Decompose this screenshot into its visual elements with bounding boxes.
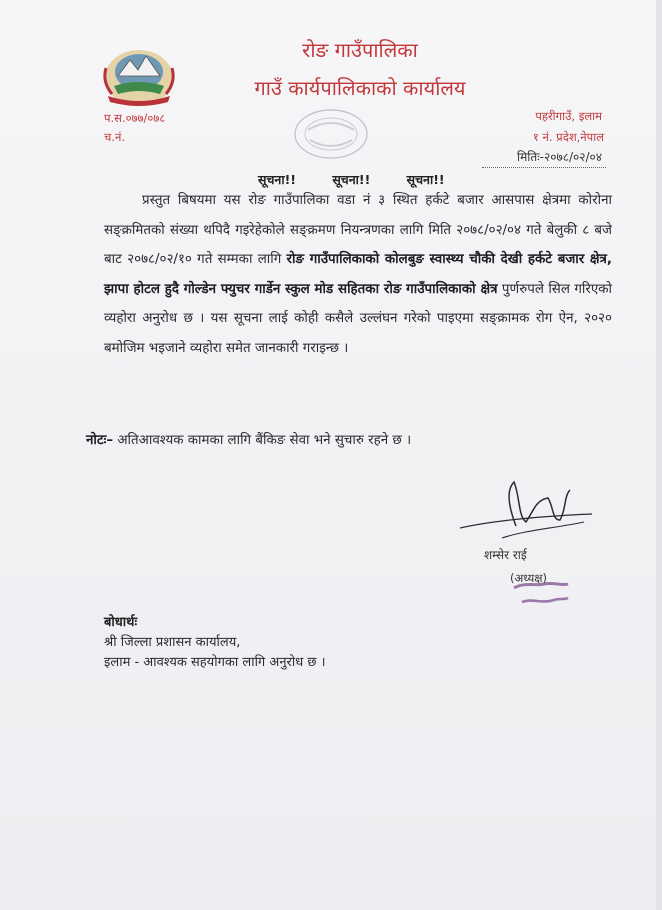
cc-request: इलाम - आवश्यक सहयोगका लागि अनुरोध छ ।: [104, 655, 326, 670]
name-stamp: [508, 576, 574, 610]
note-label: नोटः–: [86, 433, 114, 448]
date-underline: [482, 167, 606, 168]
note-text: अतिआवश्यक कामका लागि बैंकिङ सेवा भने सुचारु रहने छ ।: [113, 433, 412, 448]
office-seal-stamp: [290, 106, 372, 162]
page-edge: [656, 0, 662, 910]
cc-recipient: श्री जिल्ला प्रशासन कार्यालय,: [104, 635, 241, 650]
letter-date: मितिः-२०७८/०२/०४: [517, 150, 602, 164]
notice-heading: सूचना!!: [258, 172, 296, 187]
ref-number: प.स.०७७/०७८: [104, 111, 166, 125]
signatory-name: शम्सेर राई: [484, 548, 527, 562]
body-text-1: प्रस्तुत बिषयमा यस रोङ गाउँपालिका वडा नं ३ स्थित हर्कटे बजार आसपास क्षेत्रमा कोरोना सङ्क्रमितको संख्या थपिदै गइरेहेकोले सङ्क्रमण नियन्त्रणका लागि मिति २०७८/०२/०४ गते बेलुकी ८ बजे बाट २०७८/०२/१० गते सम्मका लागि: [104, 193, 612, 267]
handwritten-signature: [456, 470, 596, 550]
notice-body: [104, 186, 612, 363]
signatory-role: (अध्यक्ष): [510, 571, 547, 585]
notice-heading: सूचना!!: [406, 172, 445, 187]
address-line-2: १ नं. प्रदेश,नेपाल: [532, 130, 604, 144]
address-line-1: पहरीगाउँ, इलाम: [535, 109, 602, 123]
office-name: गाउँ कार्यपालिकाको कार्यालय: [254, 76, 466, 100]
body-text-bold: रोङ गाउँपालिकाको कोलबुङ स्वास्थ्य चौकी देखी हर्कटे बजार क्षेत्र, झापा होटल हुदै गोल्डेन फ्युचर गार्डेन स्कुल मोड सहितका रोङ गाउँपालिकाको क्षेत्र: [104, 252, 612, 297]
notice-heading: सूचना!!: [332, 172, 371, 187]
body-text-2: पुर्णरुपले सिल गरिएको व्यहोरा अनुरोध छ । यस सूचना लाई कोही कसैले उल्लंघन गरेको पाइएमा सङ्क्रामक रोग ऐन, २०२० बमोजिम भइजाने व्यहोरा समेत जानकारी गराइन्छ ।: [104, 281, 612, 356]
dispatch-number: च.नं.: [104, 130, 125, 144]
cc-heading: बोधार्थः: [104, 615, 138, 630]
org-name: रोङ गाउँपालिका: [302, 38, 418, 62]
note-line: [86, 430, 411, 448]
